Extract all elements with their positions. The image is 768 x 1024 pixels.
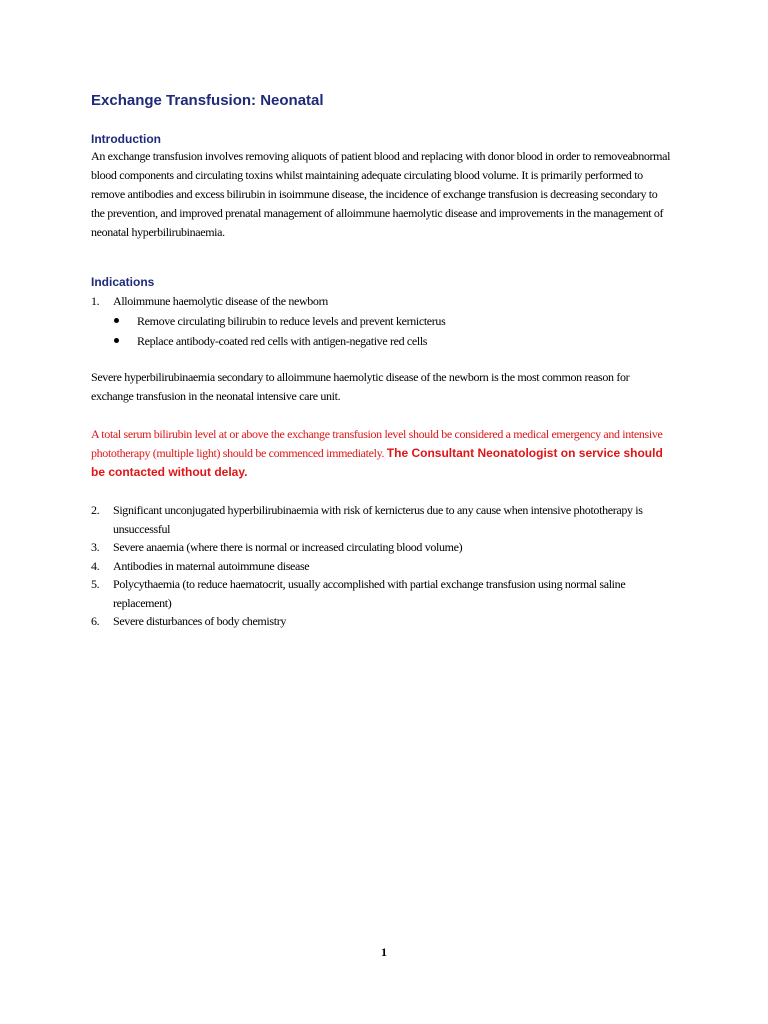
document-title: Exchange Transfusion: Neonatal bbox=[91, 92, 324, 109]
list-item-text: Significant unconjugated hyperbilirubinaemia with risk of kernicterus due to any cause when intensive phototherapy is unsuccessful bbox=[113, 503, 643, 536]
indications-list-part-1 bbox=[91, 292, 671, 351]
list-item bbox=[91, 538, 671, 557]
list-item-number: 1. bbox=[91, 294, 100, 308]
indications-heading: Indications bbox=[91, 275, 155, 289]
list-item-number: 4. bbox=[91, 558, 100, 573]
introduction-paragraph: An exchange transfusion involves removing aliquots of patient blood and replacing with donor blood in order to removeabnormal blood components and circulating toxins whilst maintaining adequate circulating blood volume. It is primarily performed to remove antibodies and excess bilirubin in isoimmune disease, the incidence of exchange transfusion is decreasing secondary to the prevention, and improved prenatal management of alloimmune haemolytic disease and improvements in the management of neonatal hyperbilirubinaemia. bbox=[91, 149, 671, 239]
severe-hyperbilirubinaemia-paragraph: Severe hyperbilirubinaemia secondary to alloimmune haemolytic disease of the newborn is the most common reason for exchange transfusion in the neonatal intensive care unit. bbox=[91, 370, 630, 403]
introduction-heading: Introduction bbox=[91, 132, 161, 146]
warning-text: A total serum bilirubin level at or above the exchange transfusion level should be considered a medical emergency and intensive phototherapy (multiple light) should be commenced immediately. bbox=[91, 427, 663, 460]
list-item bbox=[91, 501, 671, 538]
list-item bbox=[91, 612, 671, 631]
list-item-number: 2. bbox=[91, 503, 100, 517]
list-item-text: Severe anaemia (where there is normal or increased circulating blood volume) bbox=[113, 540, 463, 554]
list-item-text: Alloimmune haemolytic disease of the newborn bbox=[113, 294, 328, 308]
list-item bbox=[91, 557, 671, 576]
bullet-item bbox=[113, 311, 671, 331]
bullet-icon bbox=[114, 318, 119, 323]
list-item bbox=[91, 292, 671, 351]
warning-bold-text: The Consultant Neonatologist on service should be contacted without delay. bbox=[91, 446, 663, 479]
indications-list-part-2 bbox=[91, 501, 671, 631]
bullet-item bbox=[113, 331, 671, 351]
page-number: 1 bbox=[381, 945, 387, 959]
list-item bbox=[91, 575, 671, 612]
bullet-text: Remove circulating bilirubin to reduce levels and prevent kernicterus bbox=[137, 313, 446, 328]
sub-bullet-list bbox=[113, 311, 671, 351]
emergency-warning bbox=[91, 425, 676, 482]
bullet-icon bbox=[114, 338, 119, 343]
list-item-text: Polycythaemia (to reduce haematocrit, usually accomplished with partial exchange transfusion using normal saline replacement) bbox=[113, 577, 626, 610]
bullet-text: Replace antibody-coated red cells with antigen-negative red cells bbox=[137, 333, 428, 348]
list-item-number: 5. bbox=[91, 577, 100, 591]
list-item-text: Severe disturbances of body chemistry bbox=[113, 614, 286, 628]
list-item-number: 6. bbox=[91, 614, 100, 628]
list-item-text: Antibodies in maternal autoimmune disease bbox=[113, 558, 310, 573]
list-item-number: 3. bbox=[91, 540, 100, 554]
